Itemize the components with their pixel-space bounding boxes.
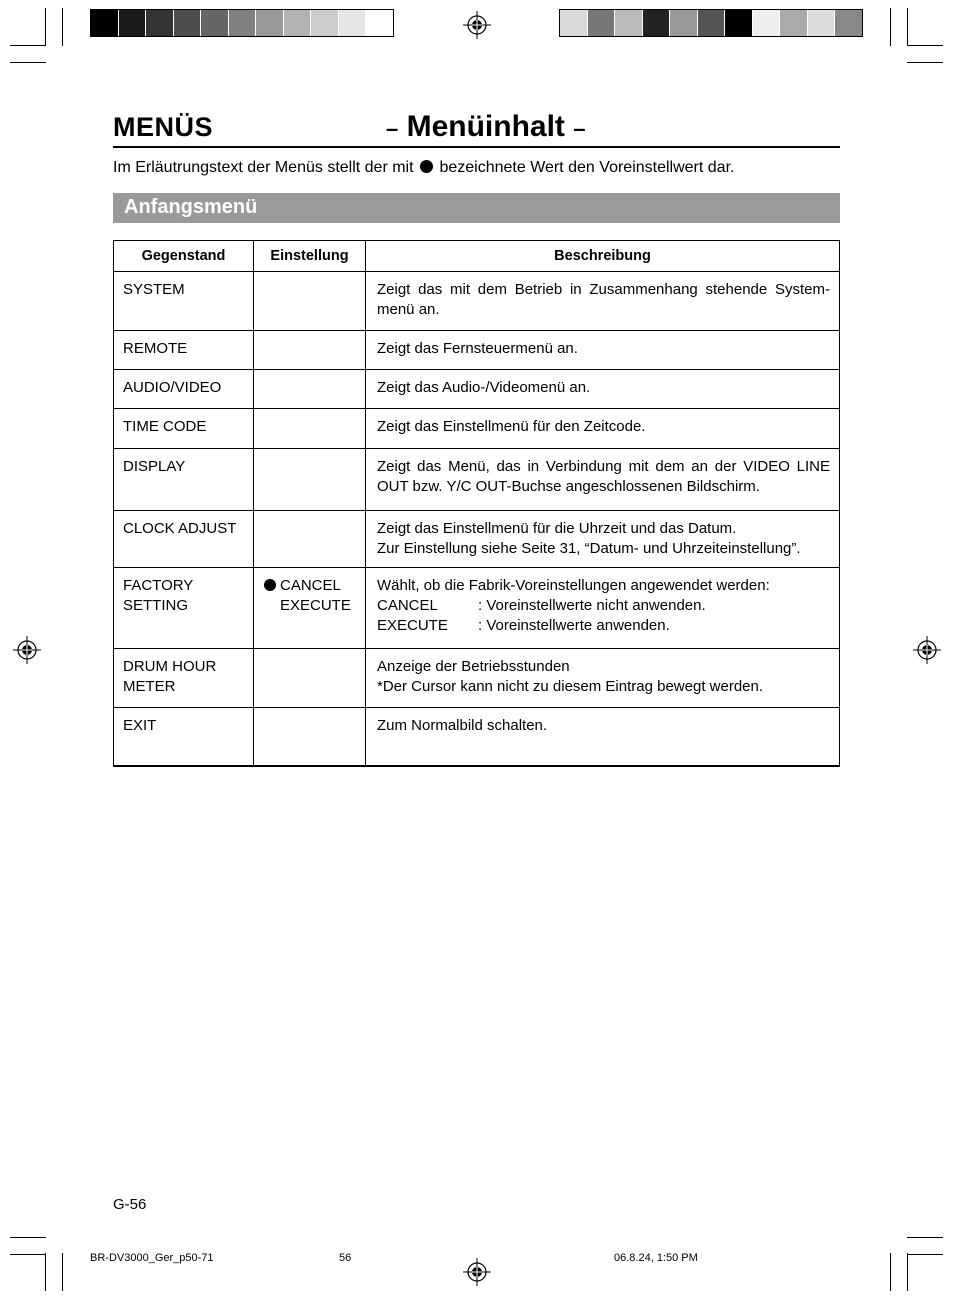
- description-line: Zeigt das Einstellmenü für die Uhrzeit und das Datum.: [377, 520, 737, 537]
- section-band-label: Anfangsmenü: [124, 196, 258, 218]
- footer-filename: BR-DV3000_Ger_p50-71: [90, 1252, 214, 1264]
- page-number: G-56: [113, 1196, 147, 1213]
- color-swatch: [808, 10, 836, 36]
- color-swatch: [119, 10, 147, 36]
- setting-cell: [254, 511, 366, 568]
- item-cell: TIME CODE: [114, 409, 254, 449]
- option-value: : Voreinstellwerte anwenden.: [478, 617, 670, 634]
- description-cell: [366, 568, 840, 649]
- registration-target-icon: [913, 636, 941, 664]
- column-header: Gegenstand: [114, 241, 254, 272]
- item-cell: SYSTEM: [114, 272, 254, 331]
- color-bar-right: [559, 9, 863, 37]
- item-cell: REMOTE: [114, 331, 254, 370]
- setting-cell: [254, 370, 366, 409]
- setting-cell: [254, 409, 366, 449]
- color-swatch: [698, 10, 726, 36]
- item-cell: [114, 568, 254, 649]
- title-text: Menüinhalt: [406, 110, 565, 143]
- color-swatch: [753, 10, 781, 36]
- column-header: Einstellung: [254, 241, 366, 272]
- option-key: CANCEL: [377, 597, 438, 614]
- description-line: Anzeige der Betriebsstunden: [377, 658, 570, 675]
- item-line: SETTING: [123, 597, 189, 614]
- crop-mark: [907, 62, 943, 63]
- crop-mark: [890, 1253, 891, 1291]
- color-swatch: [229, 10, 257, 36]
- crop-mark: [907, 1237, 943, 1238]
- item-cell: DISPLAY: [114, 449, 254, 511]
- table-row: [114, 370, 840, 409]
- default-marker-icon: [420, 160, 433, 173]
- description-cell: Zeigt das mit dem Betrieb in Zusammenhang stehende System-menü an.: [366, 272, 840, 331]
- crop-mark: [10, 1254, 46, 1255]
- title-dash: –: [573, 116, 586, 141]
- item-cell: AUDIO/VIDEO: [114, 370, 254, 409]
- setting-cell: [254, 708, 366, 766]
- option-key: EXECUTE: [377, 617, 448, 634]
- crop-mark: [907, 8, 908, 46]
- title-dash: –: [386, 116, 399, 141]
- color-swatch: [146, 10, 174, 36]
- description-cell: Zeigt das Audio-/Videomenü an.: [366, 370, 840, 409]
- menu-table: [113, 240, 840, 767]
- setting-option-label: CANCEL: [280, 577, 341, 594]
- color-bar-left: [90, 9, 394, 37]
- crop-mark: [907, 1254, 943, 1255]
- item-cell: CLOCK ADJUST: [114, 511, 254, 568]
- color-swatch: [174, 10, 202, 36]
- crop-mark: [10, 62, 46, 63]
- table-header-row: [114, 241, 840, 272]
- table-row: [114, 649, 840, 708]
- crop-mark: [907, 45, 943, 46]
- description-cell: Zeigt das Fernsteuermenü an.: [366, 331, 840, 370]
- setting-option-label: EXECUTE: [280, 597, 351, 614]
- crop-mark: [10, 1237, 46, 1238]
- column-header: Beschreibung: [366, 241, 840, 272]
- option-explanation: [377, 616, 830, 636]
- intro-text: [113, 159, 734, 177]
- description-line: Wählt, ob die Fabrik-Voreinstellungen angewendet werden:: [377, 577, 770, 594]
- setting-cell: [254, 449, 366, 511]
- color-swatch: [835, 10, 862, 36]
- setting-cell: [254, 272, 366, 331]
- color-swatch: [560, 10, 588, 36]
- item-cell: [114, 649, 254, 708]
- crop-mark: [62, 8, 63, 46]
- registration-target-icon: [463, 11, 491, 39]
- table-row: [114, 511, 840, 568]
- crop-mark: [10, 45, 46, 46]
- item-cell: EXIT: [114, 708, 254, 766]
- color-swatch: [284, 10, 312, 36]
- table-row: [114, 409, 840, 449]
- description-cell: Zeigt das Menü, das in Verbindung mit dem an der VIDEO LINE OUT bzw. Y/C OUT-Buchse angeschlossenen Bildschirm.: [366, 449, 840, 511]
- registration-target-icon: [13, 636, 41, 664]
- description-line: *Der Cursor kann nicht zu diesem Eintrag bewegt werden.: [377, 678, 764, 695]
- crop-mark: [62, 1253, 63, 1291]
- option-explanation: [377, 596, 830, 616]
- table-row: [114, 449, 840, 511]
- title-rule: [113, 146, 840, 148]
- color-swatch: [615, 10, 643, 36]
- crop-mark: [907, 1253, 908, 1291]
- setting-option: [264, 596, 356, 616]
- description-cell: Zeigt das Einstellmenü für den Zeitcode.: [366, 409, 840, 449]
- color-swatch: [311, 10, 339, 36]
- section-title: MENÜS: [113, 112, 214, 142]
- color-swatch: [670, 10, 698, 36]
- item-line: METER: [123, 678, 176, 695]
- default-marker-icon: [264, 579, 276, 591]
- color-swatch: [91, 10, 119, 36]
- crop-mark: [45, 8, 46, 46]
- setting-cell: [254, 568, 366, 649]
- color-swatch: [339, 10, 367, 36]
- color-swatch: [588, 10, 616, 36]
- table-row: [114, 568, 840, 649]
- section-band: [113, 193, 840, 223]
- intro-before: Im Erläutrungstext der Menüs stellt der mit: [113, 159, 414, 176]
- setting-cell: [254, 649, 366, 708]
- description-cell: [366, 511, 840, 568]
- setting-cell: [254, 331, 366, 370]
- description-line: Zur Einstellung siehe Seite 31, “Datum- und Uhrzeiteinstellung”.: [377, 540, 801, 557]
- setting-option-default: [264, 576, 356, 596]
- crop-mark: [890, 8, 891, 46]
- option-value: : Voreinstellwerte nicht anwenden.: [478, 597, 706, 614]
- color-swatch: [643, 10, 671, 36]
- color-swatch: [366, 10, 393, 36]
- page-title: [386, 110, 586, 144]
- table-row: [114, 272, 840, 331]
- registration-target-icon: [463, 1258, 491, 1286]
- item-line: FACTORY: [123, 577, 194, 594]
- crop-mark: [45, 1253, 46, 1291]
- footer-date: 06.8.24, 1:50 PM: [614, 1252, 698, 1264]
- footer-sheet-number: 56: [339, 1252, 352, 1264]
- color-swatch: [780, 10, 808, 36]
- description-cell: Zum Normalbild schalten.: [366, 708, 840, 766]
- color-swatch: [201, 10, 229, 36]
- item-line: DRUM HOUR: [123, 658, 217, 675]
- description-cell: [366, 649, 840, 708]
- intro-after: bezeichnete Wert den Voreinstellwert dar.: [439, 159, 735, 176]
- table-row: [114, 708, 840, 766]
- table-row: [114, 331, 840, 370]
- color-swatch: [725, 10, 753, 36]
- color-swatch: [256, 10, 284, 36]
